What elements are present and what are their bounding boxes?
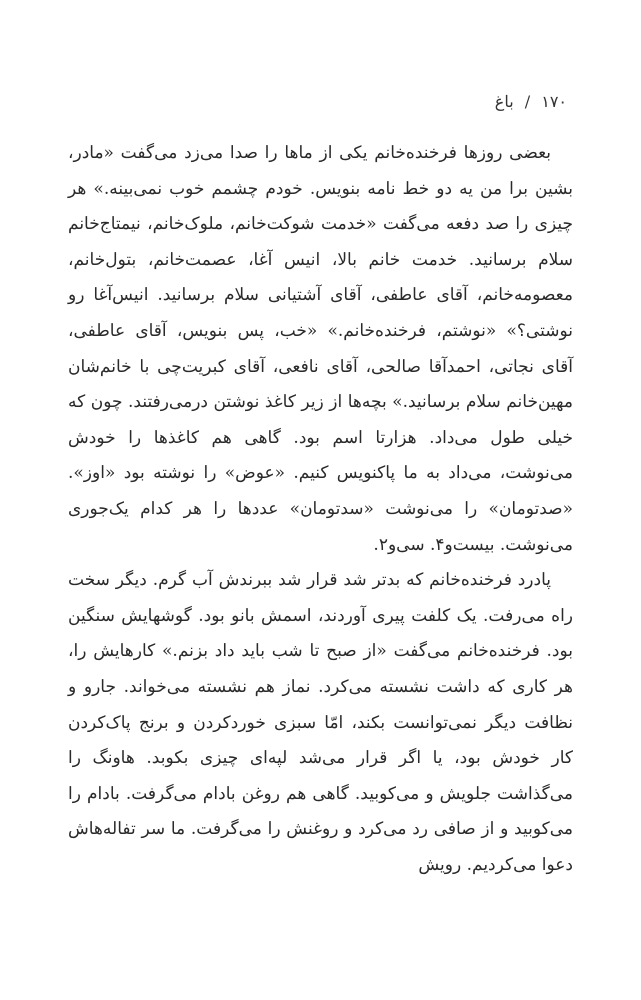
paragraph-1: بعضی روزها فرخنده‌خانم یکی از ماها را صدا می‌زد می‌گفت «مادر، بشین برا من یه دو خط نامه بنویس. خودم چشمم خوب نمی‌بینه.» هر چیزی را صد دفعه می‌گفت «خدمت شوکت‌خانم، ملوک‌خانم، نیمتاج‌خانم سلام برسانید. خدمت خانم بالا، انیس آغا، عصمت‌خانم، بتول‌خانم، معصومه‌خانم، آقای عاطفی، آقای آشتیانی سلام برسانید. انیس‌آغا رو نوشتی؟» «نوشتم، فرخنده‌خانم.» «خب، پس بنویس، آقای عاطفی، آقای نجاتی، احمدآقا صالحی، آقای نافعی، آقای کبریت‌چی با خانم‌شان مهین‌خانم سلام برسانید.» بچه‌ها از زیر کاغذ نوشتن درمی‌رفتند. چون که خیلی طول می‌داد. هزارتا اسم بود. گاهی هم کاغذها را خودش می‌نوشت، می‌داد به ما پاکنویس کنیم. «عوض» را نوشته بود «اوز». «صدتومان» را می‌نوشت «سدتومان» عددها را هر کدام یک‌جوری می‌نوشت. بیست‌و۴. سی‌و۲.	[68, 143, 573, 555]
page-number: ۱۷۰	[541, 92, 567, 111]
running-head	[495, 92, 567, 111]
paragraph-2: پادرد فرخنده‌خانم که بدتر شد قرار شد ببرندش آب گرم. دیگر سخت راه می‌رفت. یک کلفت پیری آوردند، اسمش بانو بود. گوشهایش سنگین بود. فرخنده‌خانم می‌گفت «از صبح تا شب باید داد بزنم.» کارهایش را، هر کاری که داشت نشسته می‌کرد. نماز هم نشسته می‌خواند. جارو و نظافت دیگر نمی‌توانست بکند، امّا سبزی خوردکردن و برنج پاک‌کردن کار خودش بود، یا اگر قرار می‌شد لپه‌ای چیزی بکوبد. هاونگ را می‌گذاشت جلویش و می‌کوبید. گاهی هم روغن بادام می‌گرفت. بادام را می‌کوبید و از صافی رد می‌کرد و روغنش را می‌گرفت. ما سر تفاله‌هاش دعوا می‌کردیم. رویش	[68, 570, 573, 875]
header-separator: /	[524, 92, 531, 111]
chapter-title: باغ	[494, 92, 514, 111]
body-text	[68, 136, 573, 883]
